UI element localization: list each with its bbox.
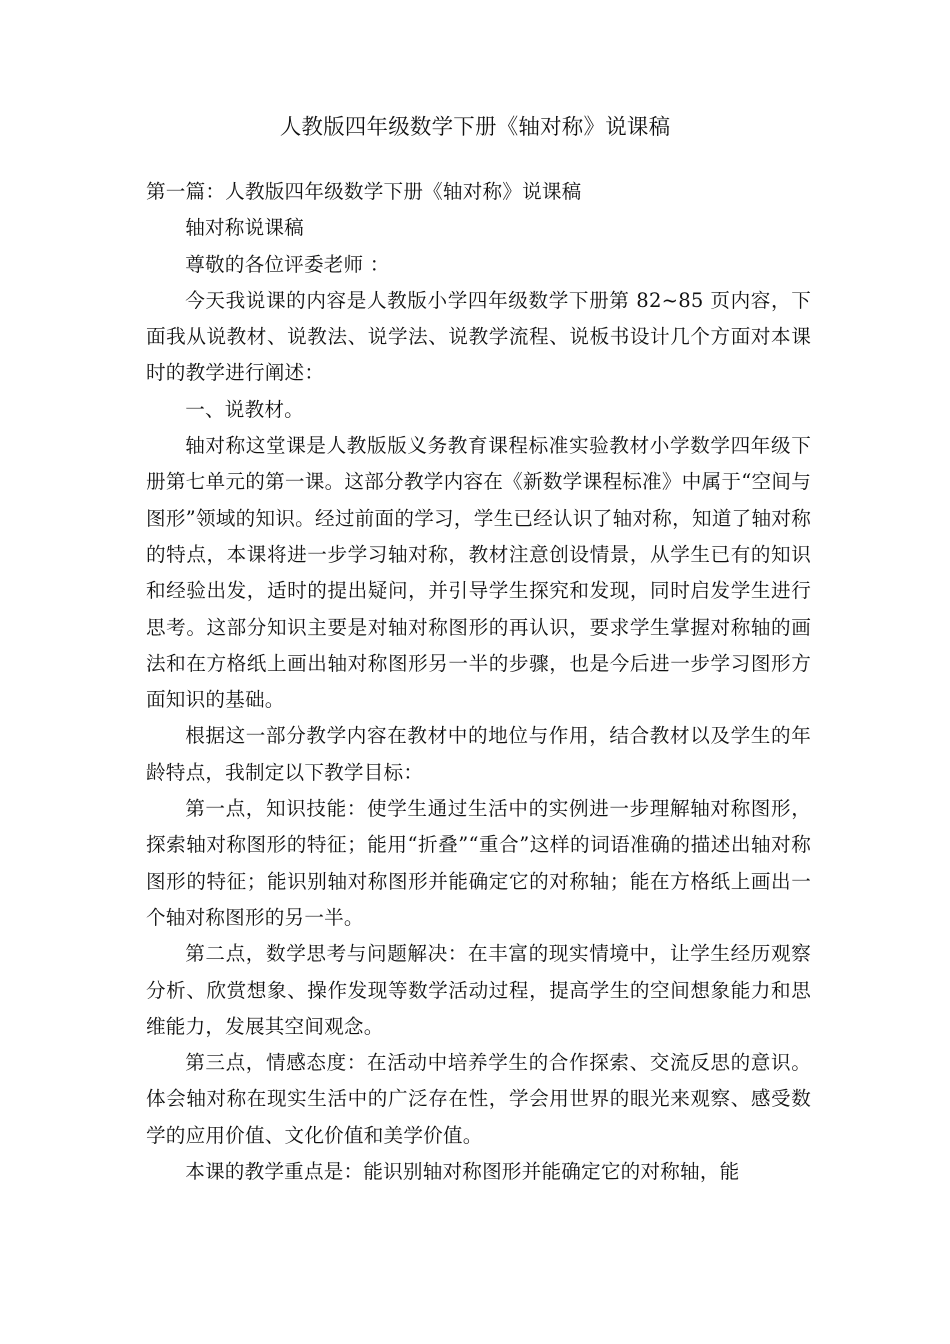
section-title: 一、说教材。 [185, 397, 304, 421]
paragraph: 第一点，知识技能：使学生通过生活中的实例进一步理解轴对称图形，探索轴对称图形的特征；能用“折叠”“重合”这样的词语准确的描述出轴对称图形的特征；能识别轴对称图形并能确定它的对称轴；能在方格纸上画出一个轴对称图形的另一半。 [146, 797, 811, 929]
paragraph: 今天我说课的内容是人教版小学四年级数学下册第 82~85 页内容，下面我从说教材、说教法、说学法、说教学流程、说板书设计几个方面对本课时的教学进行阐述： [146, 288, 811, 385]
document-body [146, 174, 811, 1190]
section-heading: 第一篇：人教版四年级数学下册《轴对称》说课稿 [146, 180, 582, 203]
paragraph: 第三点，情感态度：在活动中培养学生的合作探索、交流反思的意识。体会轴对称在现实生活中的广泛存在性，学会用世界的眼光来观察、感受数学的应用价值、文化价值和美学价值。 [146, 1051, 811, 1147]
paragraph: 本课的教学重点是：能识别轴对称图形并能确定它的对称轴，能 [185, 1160, 740, 1184]
salutation: 尊敬的各位评委老师 ： [185, 252, 390, 276]
document-title: 人教版四年级数学下册《轴对称》说课稿 [279, 115, 671, 140]
paragraph: 轴对称这堂课是人教版版义务教育课程标准实验教材小学数学四年级下册第七单元的第一课。这部分教学内容在《新数学课程标准》中属于“空间与图形”领域的知识。经过前面的学习，学生已经认识了轴对称，知道了轴对称的特点，本课将进一步学习轴对称，教材注意创设情景，从学生已有的知识和经验出发，适时的提出疑问，并引导学生探究和发现，同时启发学生进行思考。这部分知识主要是对轴对称图形的再认识，要求学生掌握对称轴的画法和在方格纸上画出轴对称图形另一半的步骤，也是今后进一步学习图形方面知识的基础。 [146, 434, 811, 712]
paragraph: 第二点，数学思考与问题解决：在丰富的现实情境中，让学生经历观察分析、欣赏想象、操作发现等数学活动过程，提高学生的空间想象能力和思维能力，发展其空间观念。 [146, 942, 811, 1038]
subtitle: 轴对称说课稿 [185, 216, 304, 240]
paragraph: 根据这一部分教学内容在教材中的地位与作用，结合教材以及学生的年龄特点，我制定以下教学目标： [146, 724, 811, 784]
